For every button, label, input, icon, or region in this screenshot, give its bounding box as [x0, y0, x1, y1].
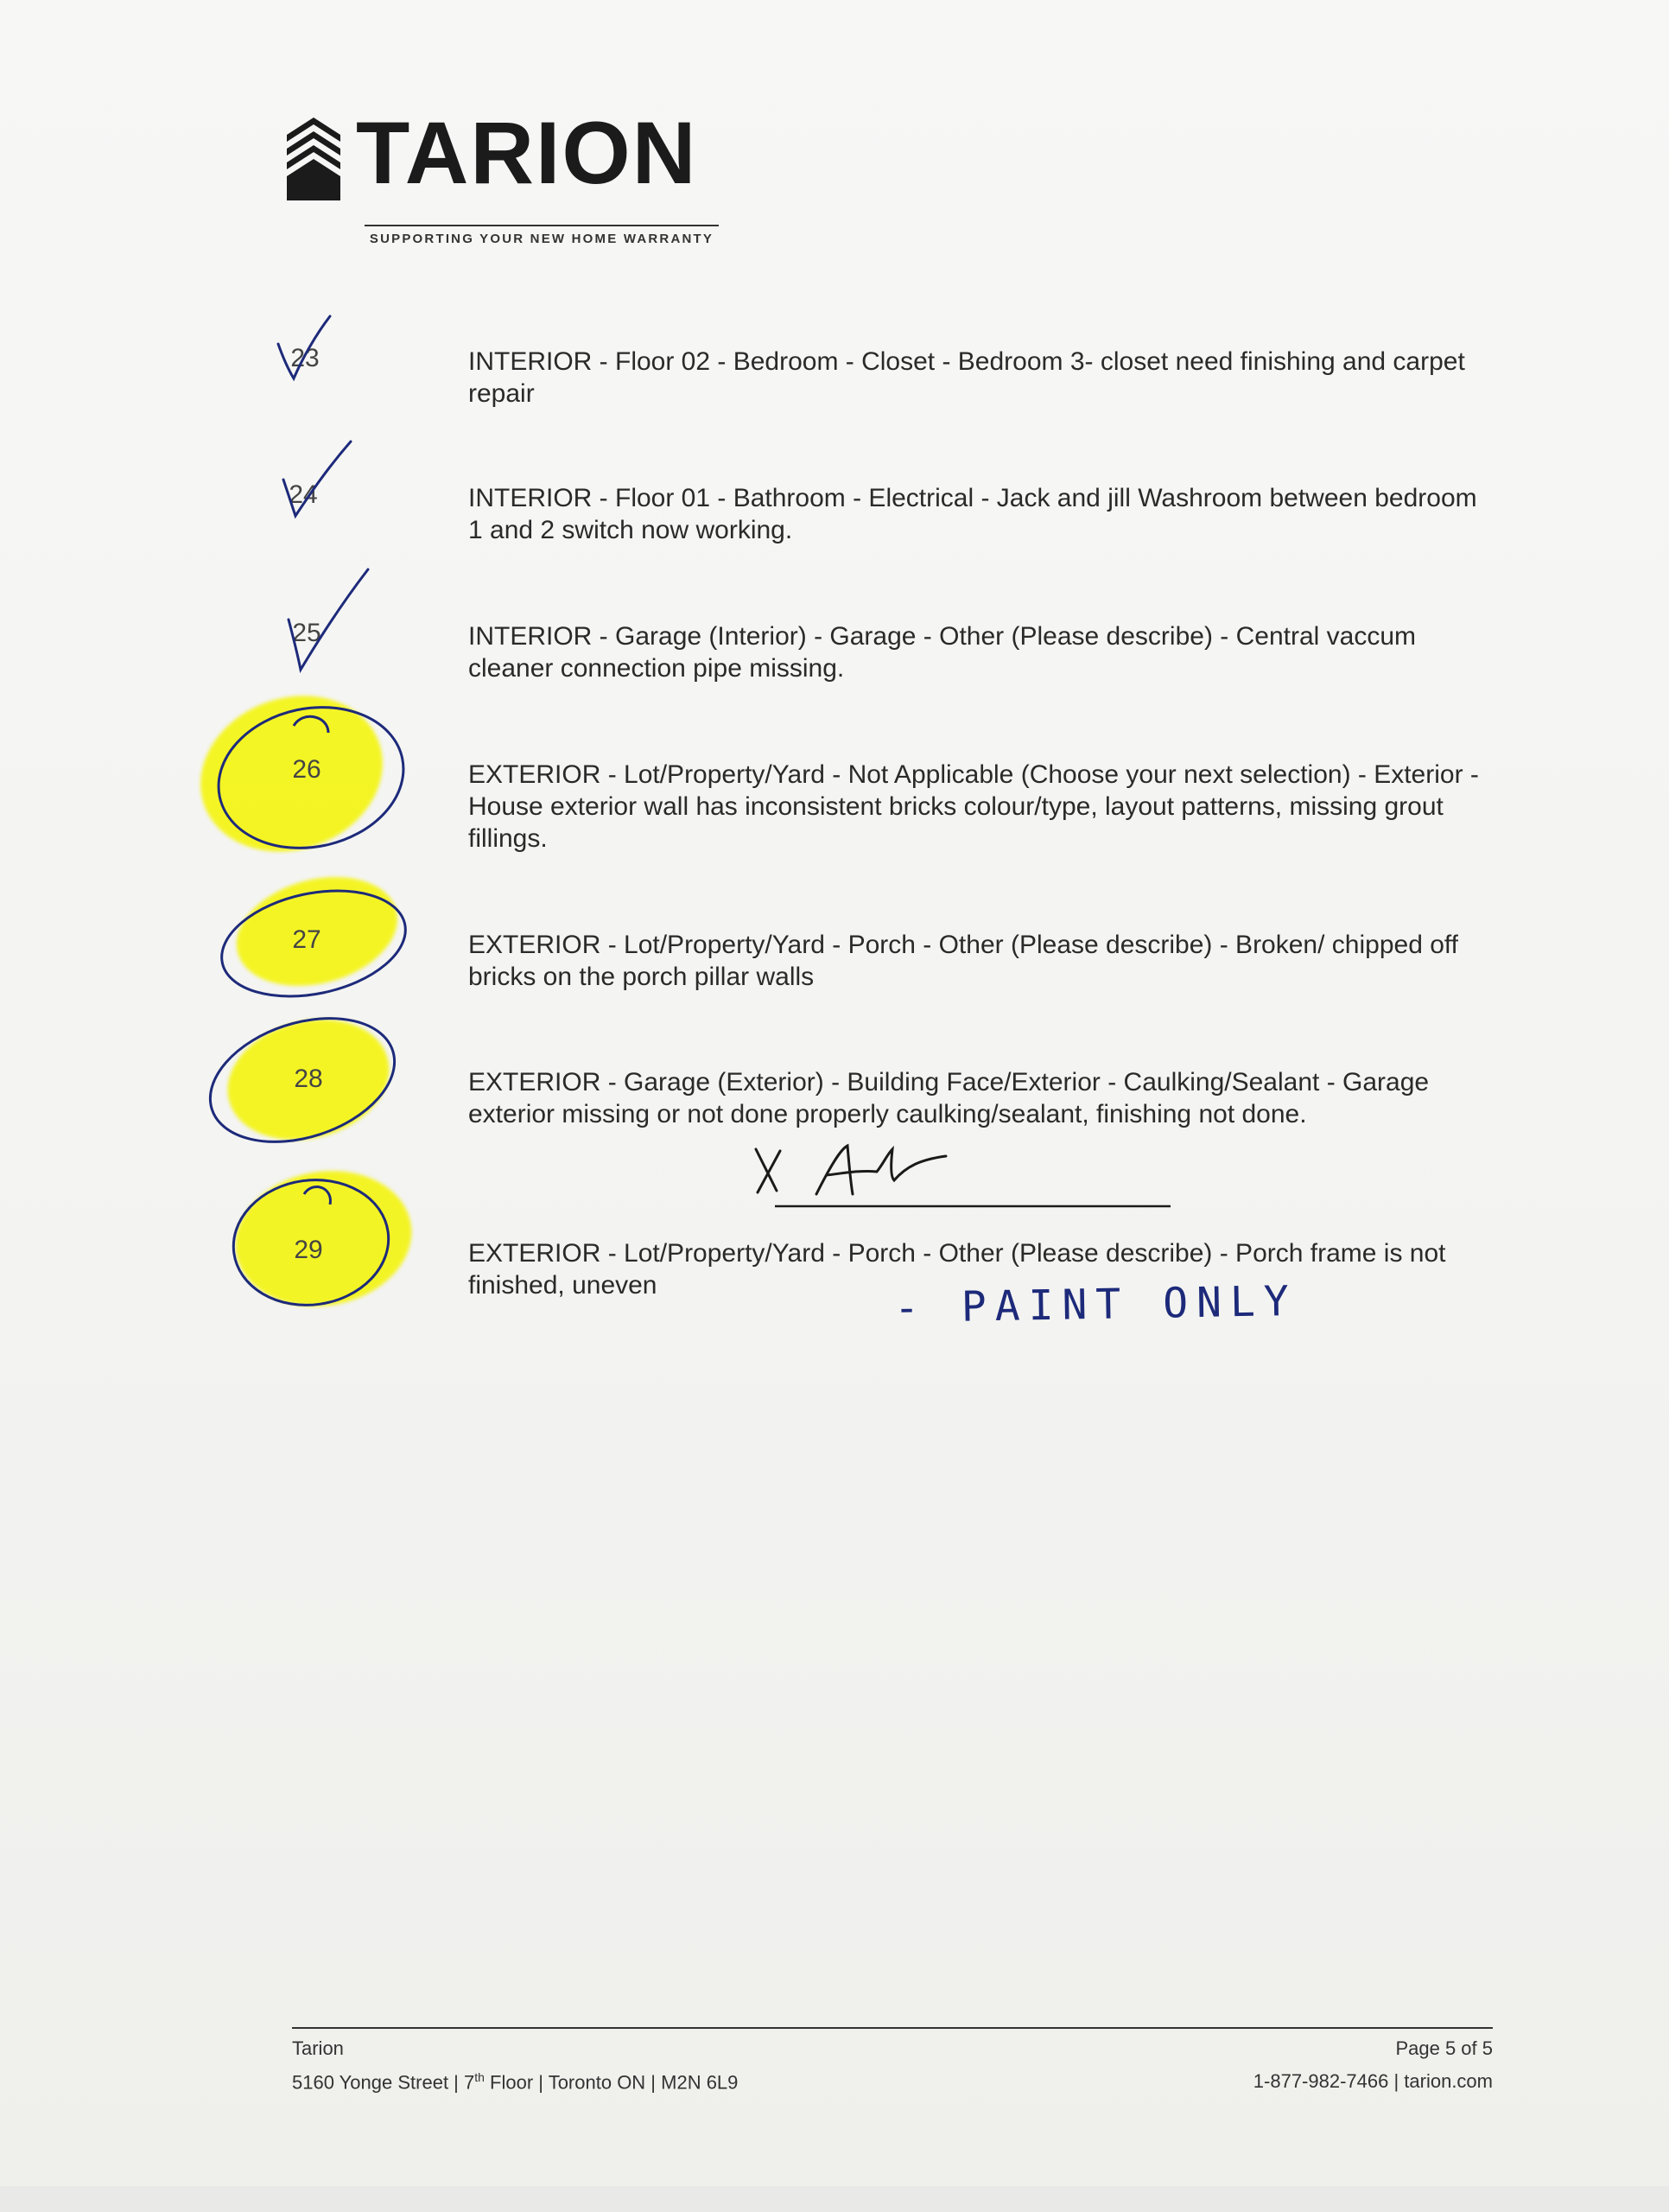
item-description: INTERIOR - Garage (Interior) - Garage - Other (Please describe) - Central vaccum cleaner connection pipe missing. [468, 622, 1416, 683]
footer-company: Tarion [292, 2037, 344, 2059]
house-logo-icon [285, 118, 342, 200]
item-description: EXTERIOR - Lot/Property/Yard - Not Applicable (Choose your next selection) - Exterior - House exterior wall has inconsistent bricks colour/type, layout patterns, missing grout fillings. [468, 760, 1479, 853]
footer-address [292, 2070, 738, 2094]
checkmark-icon [278, 566, 373, 678]
checkmark-icon [268, 311, 346, 389]
footer-address-sup: th [474, 2070, 485, 2084]
item-number: 24 [289, 480, 318, 509]
item-number: 27 [292, 925, 321, 954]
signature-mark [747, 1141, 1179, 1218]
checkmark-icon [275, 436, 361, 523]
item-number: 28 [294, 1065, 323, 1093]
item-number: 29 [294, 1236, 323, 1264]
footer-divider [292, 2027, 1493, 2029]
footer-address-rest: Floor | Toronto ON | M2N 6L9 [484, 2071, 739, 2094]
handwritten-note: - PAINT ONLY [893, 1276, 1298, 1333]
item-description: EXTERIOR - Garage (Exterior) - Building Face/Exterior - Caulking/Sealant - Garage exterior missing or not done properly caulking/sealant, finishing not done. [468, 1068, 1430, 1128]
footer-contact: 1-877-982-7466 | tarion.com [1253, 2070, 1493, 2092]
item-number: 26 [292, 755, 321, 784]
item-description: INTERIOR - Floor 02 - Bedroom - Closet - Bedroom 3- closet need finishing and carpet repair [468, 347, 1465, 408]
brand-name: TARION [356, 104, 698, 202]
footer-address-street: 5160 Yonge Street | 7 [292, 2071, 475, 2094]
brand-tagline: SUPPORTING YOUR NEW HOME WARRANTY [365, 225, 719, 246]
tarion-logo [285, 104, 734, 251]
page-number: Page 5 of 5 [1395, 2037, 1493, 2059]
item-description: EXTERIOR - Lot/Property/Yard - Porch - Other (Please describe) - Broken/ chipped off bricks on the porch pillar walls [468, 931, 1459, 991]
item-description: INTERIOR - Floor 01 - Bathroom - Electrical - Jack and jill Washroom between bedroom 1 and 2 switch now working. [468, 484, 1477, 544]
item-number: 23 [290, 344, 320, 372]
item-description: EXTERIOR - Lot/Property/Yard - Porch - Other (Please describe) - Porch frame is not finished, uneven [468, 1239, 1446, 1300]
item-number: 25 [292, 619, 321, 647]
